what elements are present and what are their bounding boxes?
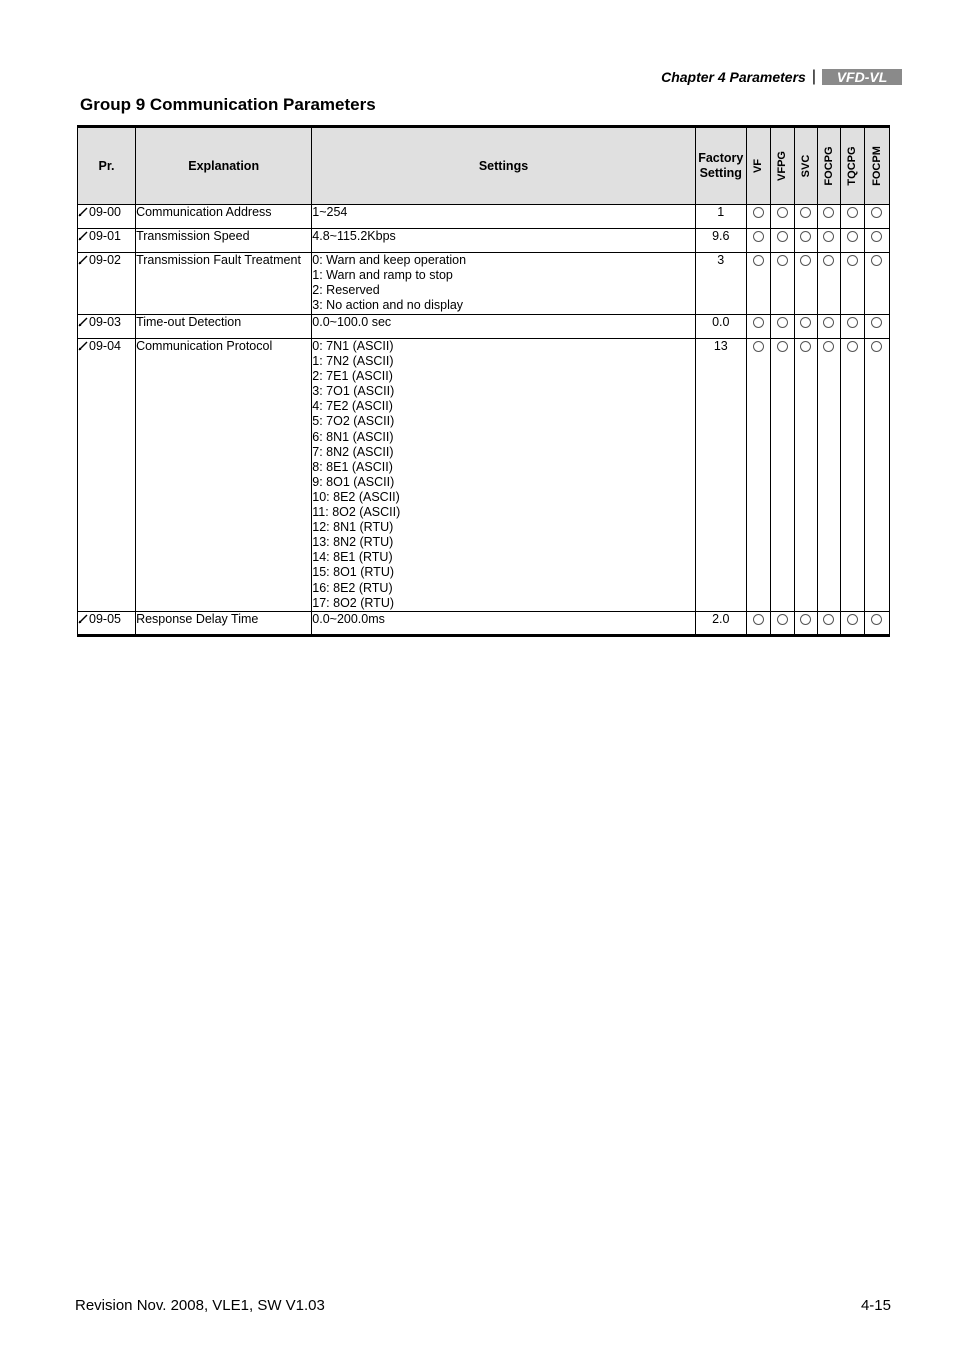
page-header xyxy=(661,66,902,88)
setting-option: 5: 7O2 (ASCII) xyxy=(312,414,395,429)
mode-support-cell xyxy=(840,315,864,339)
settings-header: Settings xyxy=(312,127,695,205)
factory-setting-value: 2.0 xyxy=(695,612,746,636)
parameter-code xyxy=(78,612,136,636)
factory-header-line2: Setting xyxy=(699,166,742,180)
setting-option: 14: 8E1 (RTU) xyxy=(312,550,393,565)
mode-support-cell xyxy=(864,205,889,229)
mode-header-vfpg: VFPG xyxy=(770,127,794,205)
mode-support-cell xyxy=(817,315,840,339)
mode-header-tqcpg: TQCPG xyxy=(840,127,864,205)
parameter-explanation: Communication Protocol xyxy=(136,339,312,612)
mode-support-cell xyxy=(817,612,840,636)
parameter-code-text: 09-04 xyxy=(89,339,121,353)
setting-option: 7: 8N2 (ASCII) xyxy=(312,444,394,459)
setting-option: 8: 8E1 (ASCII) xyxy=(312,459,393,474)
parameter-row xyxy=(78,253,890,315)
supported-circle-icon xyxy=(847,341,858,352)
setting-option: 1: Warn and ramp to stop xyxy=(312,268,453,283)
parameter-settings xyxy=(312,612,695,636)
parameter-row xyxy=(78,612,890,636)
setting-option: 2: Reserved xyxy=(312,283,380,298)
setting-option: 2: 7E1 (ASCII) xyxy=(312,369,393,384)
supported-circle-icon xyxy=(847,255,858,266)
supported-circle-icon xyxy=(777,614,788,625)
setting-option: 10: 8E2 (ASCII) xyxy=(312,489,400,504)
parameter-settings xyxy=(312,229,695,253)
supported-circle-icon xyxy=(777,255,788,266)
mode-support-cell xyxy=(817,339,840,612)
mode-header-focpg: FOCPG xyxy=(817,127,840,205)
mode-header-svc: SVC xyxy=(794,127,817,205)
mode-support-cell xyxy=(840,229,864,253)
supported-circle-icon xyxy=(753,614,764,625)
mode-support-cell xyxy=(746,315,770,339)
setting-option: 4: 7E2 (ASCII) xyxy=(312,399,393,414)
mode-support-cell xyxy=(817,229,840,253)
parameter-code xyxy=(78,229,136,253)
mode-support-cell xyxy=(794,253,817,315)
parameter-code xyxy=(78,339,136,612)
supported-circle-icon xyxy=(847,614,858,625)
supported-circle-icon xyxy=(871,255,882,266)
parameter-explanation: Transmission Fault Treatment xyxy=(136,253,312,315)
supported-circle-icon xyxy=(800,614,811,625)
mode-support-cell xyxy=(864,229,889,253)
explanation-header: Explanation xyxy=(136,127,312,205)
supported-circle-icon xyxy=(753,317,764,328)
factory-setting-value: 13 xyxy=(695,339,746,612)
parameter-code xyxy=(78,205,136,229)
setting-option: 6: 8N1 (ASCII) xyxy=(312,429,394,444)
mode-support-cell xyxy=(794,315,817,339)
mode-support-cell xyxy=(770,315,794,339)
setting-option: 3: No action and no display xyxy=(312,298,464,313)
supported-circle-icon xyxy=(847,317,858,328)
group-title: Group 9 Communication Parameters xyxy=(80,95,376,114)
factory-header-line1: Factory xyxy=(698,151,744,165)
mode-support-cell xyxy=(770,339,794,612)
supported-circle-icon xyxy=(823,317,834,328)
mode-header-vf: VF xyxy=(746,127,770,205)
mode-support-cell xyxy=(840,339,864,612)
supported-circle-icon xyxy=(800,317,811,328)
mode-support-cell xyxy=(794,612,817,636)
parameter-code-text: 09-03 xyxy=(89,315,121,329)
supported-circle-icon xyxy=(777,231,788,242)
vfd-vl-logo xyxy=(822,69,902,85)
supported-circle-icon xyxy=(823,207,834,218)
mode-support-cell xyxy=(770,253,794,315)
mode-support-cell xyxy=(794,339,817,612)
setting-option: 1: 7N2 (ASCII) xyxy=(312,354,394,369)
parameter-code xyxy=(78,315,136,339)
factory-setting-header xyxy=(695,127,746,205)
parameter-code-text: 09-00 xyxy=(89,205,121,219)
mode-support-cell xyxy=(746,253,770,315)
mode-support-cell xyxy=(794,205,817,229)
parameter-code-text: 09-05 xyxy=(89,612,121,626)
mode-support-cell xyxy=(840,205,864,229)
supported-circle-icon xyxy=(823,341,834,352)
supported-circle-icon xyxy=(871,207,882,218)
mode-support-cell xyxy=(840,253,864,315)
supported-circle-icon xyxy=(753,255,764,266)
setting-option: 17: 8O2 (RTU) xyxy=(312,595,395,610)
supported-circle-icon xyxy=(800,341,811,352)
setting-option: 0: 7N1 (ASCII) xyxy=(312,339,394,353)
writable-during-run-icon xyxy=(78,612,88,626)
mode-support-cell xyxy=(746,229,770,253)
supported-circle-icon xyxy=(753,341,764,352)
setting-option: 11: 8O2 (ASCII) xyxy=(312,505,401,520)
parameter-explanation: Time-out Detection xyxy=(136,315,312,339)
setting-option: 13: 8N2 (RTU) xyxy=(312,535,394,550)
mode-support-cell xyxy=(864,315,889,339)
parameter-settings xyxy=(312,205,695,229)
supported-circle-icon xyxy=(871,317,882,328)
setting-option: 4.8~115.2Kbps xyxy=(312,229,396,243)
parameter-table xyxy=(77,125,890,637)
factory-setting-value: 0.0 xyxy=(695,315,746,339)
parameter-explanation: Response Delay Time xyxy=(136,612,312,636)
mode-support-cell xyxy=(746,612,770,636)
supported-circle-icon xyxy=(777,207,788,218)
setting-option: 0.0~100.0 sec xyxy=(312,315,392,329)
supported-circle-icon xyxy=(823,614,834,625)
parameter-code xyxy=(78,253,136,315)
mode-support-cell xyxy=(770,612,794,636)
pr-header: Pr. xyxy=(78,127,136,205)
supported-circle-icon xyxy=(777,341,788,352)
writable-during-run-icon xyxy=(78,229,88,243)
factory-setting-value: 3 xyxy=(695,253,746,315)
supported-circle-icon xyxy=(753,207,764,218)
parameter-code-text: 09-02 xyxy=(89,253,121,267)
parameter-row xyxy=(78,205,890,229)
parameter-explanation: Communication Address xyxy=(136,205,312,229)
chapter-title: Chapter 4 Parameters xyxy=(661,69,806,85)
writable-during-run-icon xyxy=(78,339,88,353)
parameter-explanation: Transmission Speed xyxy=(136,229,312,253)
mode-support-cell xyxy=(746,339,770,612)
mode-support-cell xyxy=(817,205,840,229)
supported-circle-icon xyxy=(800,255,811,266)
supported-circle-icon xyxy=(823,255,834,266)
writable-during-run-icon xyxy=(78,253,88,267)
writable-during-run-icon xyxy=(78,315,88,329)
setting-option: 1~254 xyxy=(312,205,348,219)
supported-circle-icon xyxy=(800,207,811,218)
parameter-row xyxy=(78,339,890,612)
setting-option: 12: 8N1 (RTU) xyxy=(312,520,394,535)
supported-circle-icon xyxy=(871,231,882,242)
setting-option: 0.0~200.0ms xyxy=(312,612,385,626)
parameter-code-text: 09-01 xyxy=(89,229,121,243)
mode-support-cell xyxy=(840,612,864,636)
supported-circle-icon xyxy=(871,614,882,625)
parameter-settings xyxy=(312,315,695,339)
factory-setting-value: 1 xyxy=(695,205,746,229)
revision-footer: Revision Nov. 2008, VLE1, SW V1.03 xyxy=(75,1297,325,1314)
mode-support-cell xyxy=(817,253,840,315)
setting-option: 15: 8O1 (RTU) xyxy=(312,565,395,580)
supported-circle-icon xyxy=(847,207,858,218)
mode-support-cell xyxy=(770,205,794,229)
parameter-row xyxy=(78,229,890,253)
supported-circle-icon xyxy=(777,317,788,328)
mode-header-focpm: FOCPM xyxy=(864,127,889,205)
supported-circle-icon xyxy=(871,341,882,352)
setting-option: 3: 7O1 (ASCII) xyxy=(312,384,395,399)
setting-option: 9: 8O1 (ASCII) xyxy=(312,474,395,489)
mode-support-cell xyxy=(864,612,889,636)
parameter-settings xyxy=(312,339,695,612)
mode-support-cell xyxy=(746,205,770,229)
table-header-row xyxy=(78,127,890,205)
parameter-row xyxy=(78,315,890,339)
factory-setting-value: 9.6 xyxy=(695,229,746,253)
supported-circle-icon xyxy=(753,231,764,242)
writable-during-run-icon xyxy=(78,205,88,219)
logo-text: VFD-VL xyxy=(836,69,888,85)
setting-option: 0: Warn and keep operation xyxy=(312,253,467,267)
page-number: 4-15 xyxy=(860,1297,891,1314)
setting-option: 16: 8E2 (RTU) xyxy=(312,580,393,595)
mode-support-cell xyxy=(794,229,817,253)
mode-support-cell xyxy=(864,339,889,612)
parameter-settings xyxy=(312,253,695,315)
header-separator: | xyxy=(811,68,816,85)
mode-support-cell xyxy=(864,253,889,315)
supported-circle-icon xyxy=(823,231,834,242)
mode-support-cell xyxy=(770,229,794,253)
supported-circle-icon xyxy=(847,231,858,242)
supported-circle-icon xyxy=(800,231,811,242)
